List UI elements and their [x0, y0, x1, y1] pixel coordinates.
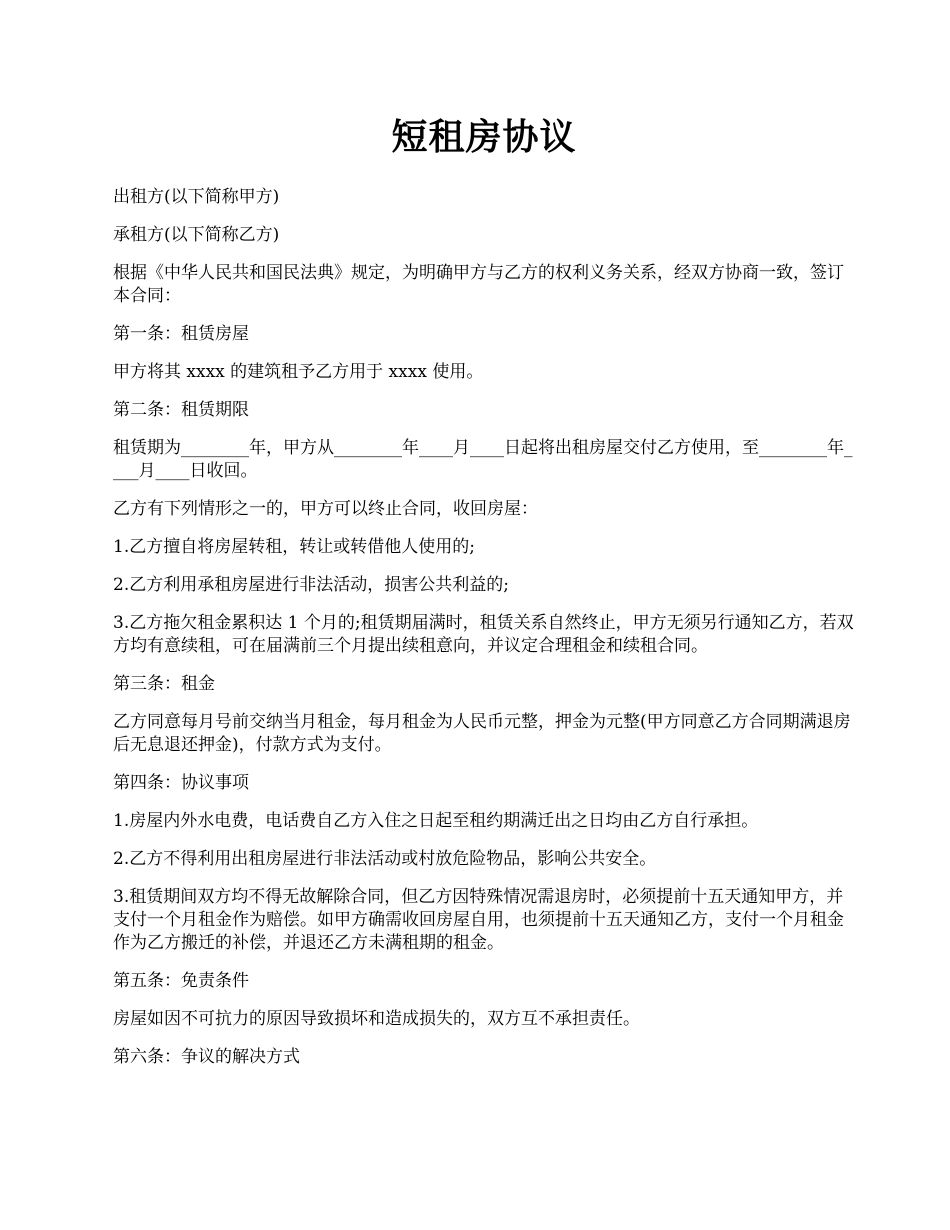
article-4-heading: 第四条：协议事项 [113, 773, 249, 793]
article-3-heading: 第三条：租金 [113, 674, 215, 694]
preamble-paragraph: 根据《中华人民共和国民法典》规定，为明确甲方与乙方的权利义务关系，经双方协商一致，签订本合同： [113, 263, 844, 306]
article-5-body: 房屋如因不可抗力的原因导致损坏和造成损失的，双方互不承担责任。 [113, 1009, 640, 1029]
article-2-term-paragraph: 租赁期为________年，甲方从________年____月____日起将出租房屋交付乙方使用，至________年____月____日收回。 [113, 438, 853, 481]
article-2-item-2: 2.乙方利用承租房屋进行非法活动，损害公共利益的; [113, 575, 509, 595]
article-1-body: 甲方将其 xxxx 的建筑租予乙方用于 xxxx 使用。 [113, 362, 484, 382]
party-lessee-line: 承租方(以下简称乙方) [113, 225, 280, 245]
article-5-heading: 第五条：免责条件 [113, 971, 249, 991]
article-4-item-1: 1.房屋内外水电费，电话费自乙方入住之日起至租约期满迁出之日均由乙方自行承担。 [113, 811, 759, 831]
article-1-heading: 第一条：租赁房屋 [113, 324, 249, 344]
document-title: 短租房协议 [391, 116, 577, 158]
party-lessor-line: 出租方(以下简称甲方) [113, 187, 280, 207]
article-2-item-1: 1.乙方擅自将房屋转租，转让或转借他人使用的; [113, 537, 475, 557]
article-2-heading: 第二条：租赁期限 [113, 400, 249, 420]
article-2-termination-intro: 乙方有下列情形之一的，甲方可以终止合同，收回房屋： [113, 499, 538, 519]
article-6-heading: 第六条：争议的解决方式 [113, 1047, 300, 1067]
article-3-body: 乙方同意每月号前交纳当月租金，每月租金为人民币元整，押金为元整(甲方同意乙方合同期满退房后无息退还押金)，付款方式为支付。 [113, 712, 851, 755]
article-2-item-3: 3.乙方拖欠租金累积达 1 个月的;租赁期届满时，租赁关系自然终止，甲方无须另行通知乙方，若双方均有意续租，可在届满前三个月提出续租意向，并议定合理租金和续租合同。 [113, 613, 854, 656]
article-4-item-2: 2.乙方不得利用出租房屋进行非法活动或村放危险物品，影响公共安全。 [113, 849, 657, 869]
article-4-item-3: 3.租赁期间双方均不得无故解除合同，但乙方因特殊情况需退房时，必须提前十五天通知甲方，并支付一个月租金作为赔偿。如甲方确需收回房屋自用，也须提前十五天通知乙方，支付一个月租金作为乙方搬迁的补偿，并退还乙方未满租期的租金。 [113, 887, 844, 953]
